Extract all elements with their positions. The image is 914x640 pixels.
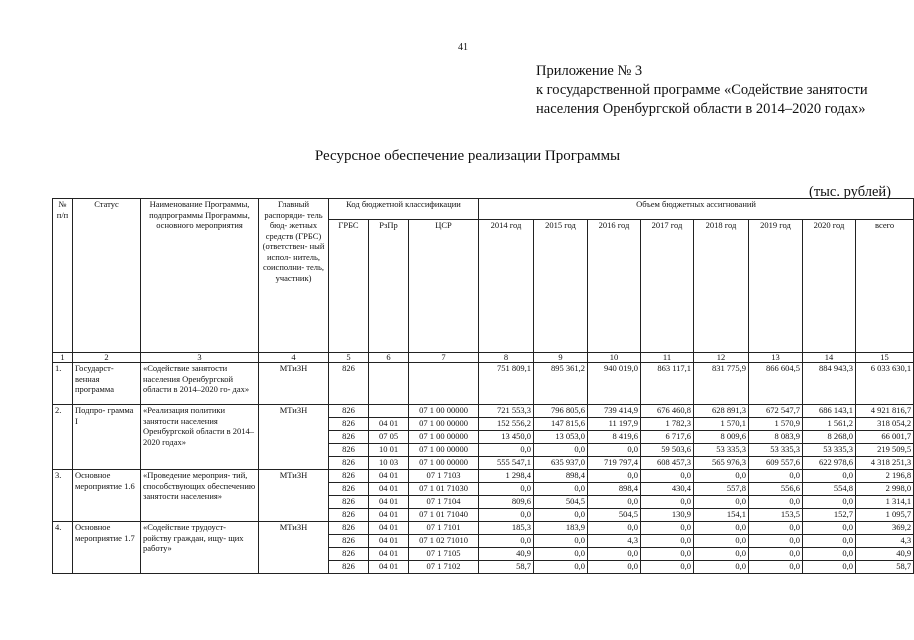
row-number: 4. (53, 522, 73, 574)
cell-value: 686 143,1 (803, 405, 856, 418)
header-year-2017: 2017 год (641, 220, 694, 353)
cell-value: 898,4 (588, 483, 641, 496)
cell-value: 4,3 (588, 535, 641, 548)
cell-grbs: 826 (329, 418, 369, 431)
header-year-2020: 2020 год (803, 220, 856, 353)
cell-value: 0,0 (534, 483, 588, 496)
header-volume-group: Объем бюджетных ассигнований (479, 199, 914, 220)
cell-value: 1 314,1 (856, 496, 914, 509)
cell-grbs: 826 (329, 363, 369, 405)
cell-value: 219 509,5 (856, 444, 914, 457)
document-title: Ресурсное обеспечение реализации Программы (314, 148, 621, 164)
cell-value: 8 083,9 (749, 431, 803, 444)
cell-value: 504,5 (534, 496, 588, 509)
appendix-heading (536, 62, 868, 119)
cell-value: 0,0 (534, 548, 588, 561)
cell-value: 0,0 (588, 548, 641, 561)
column-number: 9 (534, 353, 588, 363)
cell-rzpr (369, 363, 409, 405)
cell-value: 40,9 (856, 548, 914, 561)
cell-value: 0,0 (803, 496, 856, 509)
cell-value: 628 891,3 (694, 405, 749, 418)
cell-value: 0,0 (749, 548, 803, 561)
row-name: «Проведение мероприя- тий, способствующих обеспечению занятости населения» (141, 470, 259, 522)
cell-rzpr: 04 01 (369, 483, 409, 496)
cell-value: 318 054,2 (856, 418, 914, 431)
column-number: 13 (749, 353, 803, 363)
cell-value: 40,9 (479, 548, 534, 561)
resource-table (52, 198, 914, 574)
cell-csr: 07 1 00 00000 (409, 457, 479, 470)
appendix-line-1: Приложение № 3 (536, 63, 643, 79)
cell-value: 0,0 (479, 444, 534, 457)
cell-value: 1 561,2 (803, 418, 856, 431)
cell-value: 796 805,6 (534, 405, 588, 418)
table-row (53, 363, 914, 405)
row-name: «Реализация политики занятости населения Оренбургской области в 2014–2020 годах» (141, 405, 259, 470)
table-body (53, 363, 914, 574)
cell-value: 6 717,6 (641, 431, 694, 444)
cell-value: 608 457,3 (641, 457, 694, 470)
cell-rzpr: 07 05 (369, 431, 409, 444)
page-number: 41 (458, 42, 468, 53)
cell-value: 11 197,9 (588, 418, 641, 431)
cell-value: 895 361,2 (534, 363, 588, 405)
header-total: всего (856, 220, 914, 353)
cell-value: 863 117,1 (641, 363, 694, 405)
cell-value: 0,0 (534, 444, 588, 457)
cell-value: 369,2 (856, 522, 914, 535)
cell-rzpr: 04 01 (369, 535, 409, 548)
cell-value: 53 335,3 (749, 444, 803, 457)
cell-value: 0,0 (749, 522, 803, 535)
cell-value: 0,0 (588, 470, 641, 483)
cell-csr: 07 1 7102 (409, 561, 479, 574)
row-name: «Содействие трудоуст- ройству граждан, ищу- щих работу» (141, 522, 259, 574)
cell-grbs: 826 (329, 535, 369, 548)
header-year-2019: 2019 год (749, 220, 803, 353)
units-label: (тыс. рублей) (809, 184, 891, 200)
cell-value: 1 298,4 (479, 470, 534, 483)
cell-csr (409, 363, 479, 405)
cell-grbs: 826 (329, 522, 369, 535)
table-row (53, 522, 914, 535)
row-status: Основное мероприятие 1.7 (73, 522, 141, 574)
cell-value: 622 978,6 (803, 457, 856, 470)
cell-csr: 07 1 00 00000 (409, 444, 479, 457)
row-status: Подпро- грамма I (73, 405, 141, 470)
cell-value: 809,6 (479, 496, 534, 509)
cell-value: 53 335,3 (694, 444, 749, 457)
row-number: 3. (53, 470, 73, 522)
cell-value: 1 570,9 (749, 418, 803, 431)
cell-value: 185,3 (479, 522, 534, 535)
cell-value: 430,4 (641, 483, 694, 496)
cell-value: 721 553,3 (479, 405, 534, 418)
header-rzpr: РзПр (369, 220, 409, 353)
header-status: Статус (73, 199, 141, 353)
cell-value: 0,0 (803, 470, 856, 483)
cell-value: 0,0 (803, 522, 856, 535)
cell-value: 898,4 (534, 470, 588, 483)
cell-csr: 07 1 02 71010 (409, 535, 479, 548)
row-status: Основное мероприятие 1.6 (73, 470, 141, 522)
cell-rzpr: 04 01 (369, 561, 409, 574)
cell-value: 504,5 (588, 509, 641, 522)
cell-value: 0,0 (749, 561, 803, 574)
header-grbs: ГРБС (329, 220, 369, 353)
cell-value: 4 921 816,7 (856, 405, 914, 418)
cell-value: 884 943,3 (803, 363, 856, 405)
row-grbs-main: МТиЗН (259, 405, 329, 470)
cell-value: 13 053,0 (534, 431, 588, 444)
cell-value: 183,9 (534, 522, 588, 535)
header-grbs-main: Главный распоряди- тель бюд- жетных средств (ГРБС) (ответствен- ный испол- нитель, соисполни- тель, участник) (259, 199, 329, 353)
cell-value: 0,0 (694, 561, 749, 574)
cell-value: 8 419,6 (588, 431, 641, 444)
cell-value: 0,0 (479, 535, 534, 548)
cell-value: 0,0 (641, 548, 694, 561)
cell-value: 0,0 (641, 522, 694, 535)
column-number: 12 (694, 353, 749, 363)
cell-value: 557,8 (694, 483, 749, 496)
row-status: Государст- венная программа (73, 363, 141, 405)
cell-value: 0,0 (641, 535, 694, 548)
cell-value: 0,0 (479, 483, 534, 496)
cell-grbs: 826 (329, 509, 369, 522)
cell-value: 1 570,1 (694, 418, 749, 431)
cell-value: 555 547,1 (479, 457, 534, 470)
cell-value: 609 557,6 (749, 457, 803, 470)
cell-value: 153,5 (749, 509, 803, 522)
cell-value: 866 604,5 (749, 363, 803, 405)
cell-grbs: 826 (329, 431, 369, 444)
column-number: 5 (329, 353, 369, 363)
cell-grbs: 826 (329, 457, 369, 470)
header-year-2018: 2018 год (694, 220, 749, 353)
cell-value: 0,0 (694, 470, 749, 483)
cell-value: 147 815,6 (534, 418, 588, 431)
cell-value: 152,7 (803, 509, 856, 522)
table-row (53, 470, 914, 483)
cell-value: 13 450,0 (479, 431, 534, 444)
cell-value: 4 318 251,3 (856, 457, 914, 470)
cell-value: 0,0 (534, 561, 588, 574)
cell-value: 0,0 (749, 535, 803, 548)
column-number: 8 (479, 353, 534, 363)
cell-value: 676 460,8 (641, 405, 694, 418)
cell-value: 0,0 (803, 535, 856, 548)
column-number: 3 (141, 353, 259, 363)
cell-value: 831 775,9 (694, 363, 749, 405)
cell-grbs: 826 (329, 405, 369, 418)
header-name: Наименование Программы, подпрограммы Программы, основного мероприятия (141, 199, 259, 353)
row-number: 1. (53, 363, 73, 405)
cell-value: 8 268,0 (803, 431, 856, 444)
cell-csr: 07 1 7105 (409, 548, 479, 561)
appendix-line-3: населения Оренбургской области в 2014–2020 годах» (536, 101, 866, 117)
cell-rzpr: 10 03 (369, 457, 409, 470)
cell-value: 0,0 (803, 561, 856, 574)
cell-value: 0,0 (694, 522, 749, 535)
cell-value: 635 937,0 (534, 457, 588, 470)
cell-value: 2 196,8 (856, 470, 914, 483)
cell-rzpr: 04 01 (369, 496, 409, 509)
column-number-row (53, 353, 914, 363)
cell-value: 672 547,7 (749, 405, 803, 418)
cell-value: 0,0 (694, 496, 749, 509)
cell-value: 0,0 (694, 535, 749, 548)
column-number: 14 (803, 353, 856, 363)
cell-value: 556,6 (749, 483, 803, 496)
row-name: «Содействие занятости населения Оренбургской области в 2014–2020 го- дах» (141, 363, 259, 405)
appendix-line-2: к государственной программе «Содействие занятости (536, 82, 868, 98)
cell-value: 0,0 (534, 509, 588, 522)
cell-grbs: 826 (329, 483, 369, 496)
cell-value: 154,1 (694, 509, 749, 522)
row-grbs-main: МТиЗН (259, 363, 329, 405)
column-number: 7 (409, 353, 479, 363)
cell-value: 58,7 (479, 561, 534, 574)
cell-value: 1 095,7 (856, 509, 914, 522)
cell-grbs: 826 (329, 548, 369, 561)
cell-csr: 07 1 00 00000 (409, 405, 479, 418)
header-csr: ЦСР (409, 220, 479, 353)
cell-csr: 07 1 7103 (409, 470, 479, 483)
column-number: 6 (369, 353, 409, 363)
column-number: 2 (73, 353, 141, 363)
header-code-group: Код бюджетной классификации (329, 199, 479, 220)
cell-grbs: 826 (329, 444, 369, 457)
header-year-2015: 2015 год (534, 220, 588, 353)
row-grbs-main: МТиЗН (259, 470, 329, 522)
cell-value: 0,0 (694, 548, 749, 561)
cell-csr: 07 1 01 71030 (409, 483, 479, 496)
cell-grbs: 826 (329, 470, 369, 483)
column-number: 11 (641, 353, 694, 363)
column-number: 4 (259, 353, 329, 363)
cell-csr: 07 1 00 00000 (409, 431, 479, 444)
cell-value: 0,0 (534, 535, 588, 548)
cell-value: 719 797,4 (588, 457, 641, 470)
cell-value: 4,3 (856, 535, 914, 548)
cell-rzpr: 04 01 (369, 522, 409, 535)
cell-value: 0,0 (749, 470, 803, 483)
cell-rzpr: 04 01 (369, 418, 409, 431)
row-number: 2. (53, 405, 73, 470)
cell-value: 0,0 (588, 496, 641, 509)
cell-value: 130,9 (641, 509, 694, 522)
cell-csr: 07 1 01 71040 (409, 509, 479, 522)
cell-value: 739 414,9 (588, 405, 641, 418)
cell-value: 58,7 (856, 561, 914, 574)
cell-value: 2 998,0 (856, 483, 914, 496)
cell-value: 1 782,3 (641, 418, 694, 431)
cell-value: 565 976,3 (694, 457, 749, 470)
cell-value: 53 335,3 (803, 444, 856, 457)
cell-value: 152 556,2 (479, 418, 534, 431)
cell-value: 6 033 630,1 (856, 363, 914, 405)
cell-value: 0,0 (588, 561, 641, 574)
cell-value: 0,0 (641, 496, 694, 509)
column-number: 10 (588, 353, 641, 363)
header-num: № п/п (53, 199, 73, 353)
cell-value: 0,0 (749, 496, 803, 509)
column-number: 1 (53, 353, 73, 363)
cell-value: 66 001,7 (856, 431, 914, 444)
cell-value: 554,8 (803, 483, 856, 496)
cell-value: 0,0 (588, 522, 641, 535)
cell-value: 0,0 (479, 509, 534, 522)
cell-value: 59 503,6 (641, 444, 694, 457)
header-year-2014: 2014 год (479, 220, 534, 353)
cell-value: 8 009,6 (694, 431, 749, 444)
cell-value: 751 809,1 (479, 363, 534, 405)
cell-rzpr: 04 01 (369, 509, 409, 522)
cell-csr: 07 1 7104 (409, 496, 479, 509)
cell-rzpr: 04 01 (369, 548, 409, 561)
cell-value: 0,0 (803, 548, 856, 561)
cell-value: 0,0 (641, 561, 694, 574)
cell-csr: 07 1 00 00000 (409, 418, 479, 431)
header-year-2016: 2016 год (588, 220, 641, 353)
cell-grbs: 826 (329, 496, 369, 509)
column-number: 15 (856, 353, 914, 363)
cell-value: 0,0 (588, 444, 641, 457)
cell-rzpr: 10 01 (369, 444, 409, 457)
cell-value: 940 019,0 (588, 363, 641, 405)
row-grbs-main: МТиЗН (259, 522, 329, 574)
cell-csr: 07 1 7101 (409, 522, 479, 535)
cell-grbs: 826 (329, 561, 369, 574)
cell-rzpr (369, 405, 409, 418)
cell-value: 0,0 (641, 470, 694, 483)
cell-rzpr: 04 01 (369, 470, 409, 483)
table-row (53, 405, 914, 418)
